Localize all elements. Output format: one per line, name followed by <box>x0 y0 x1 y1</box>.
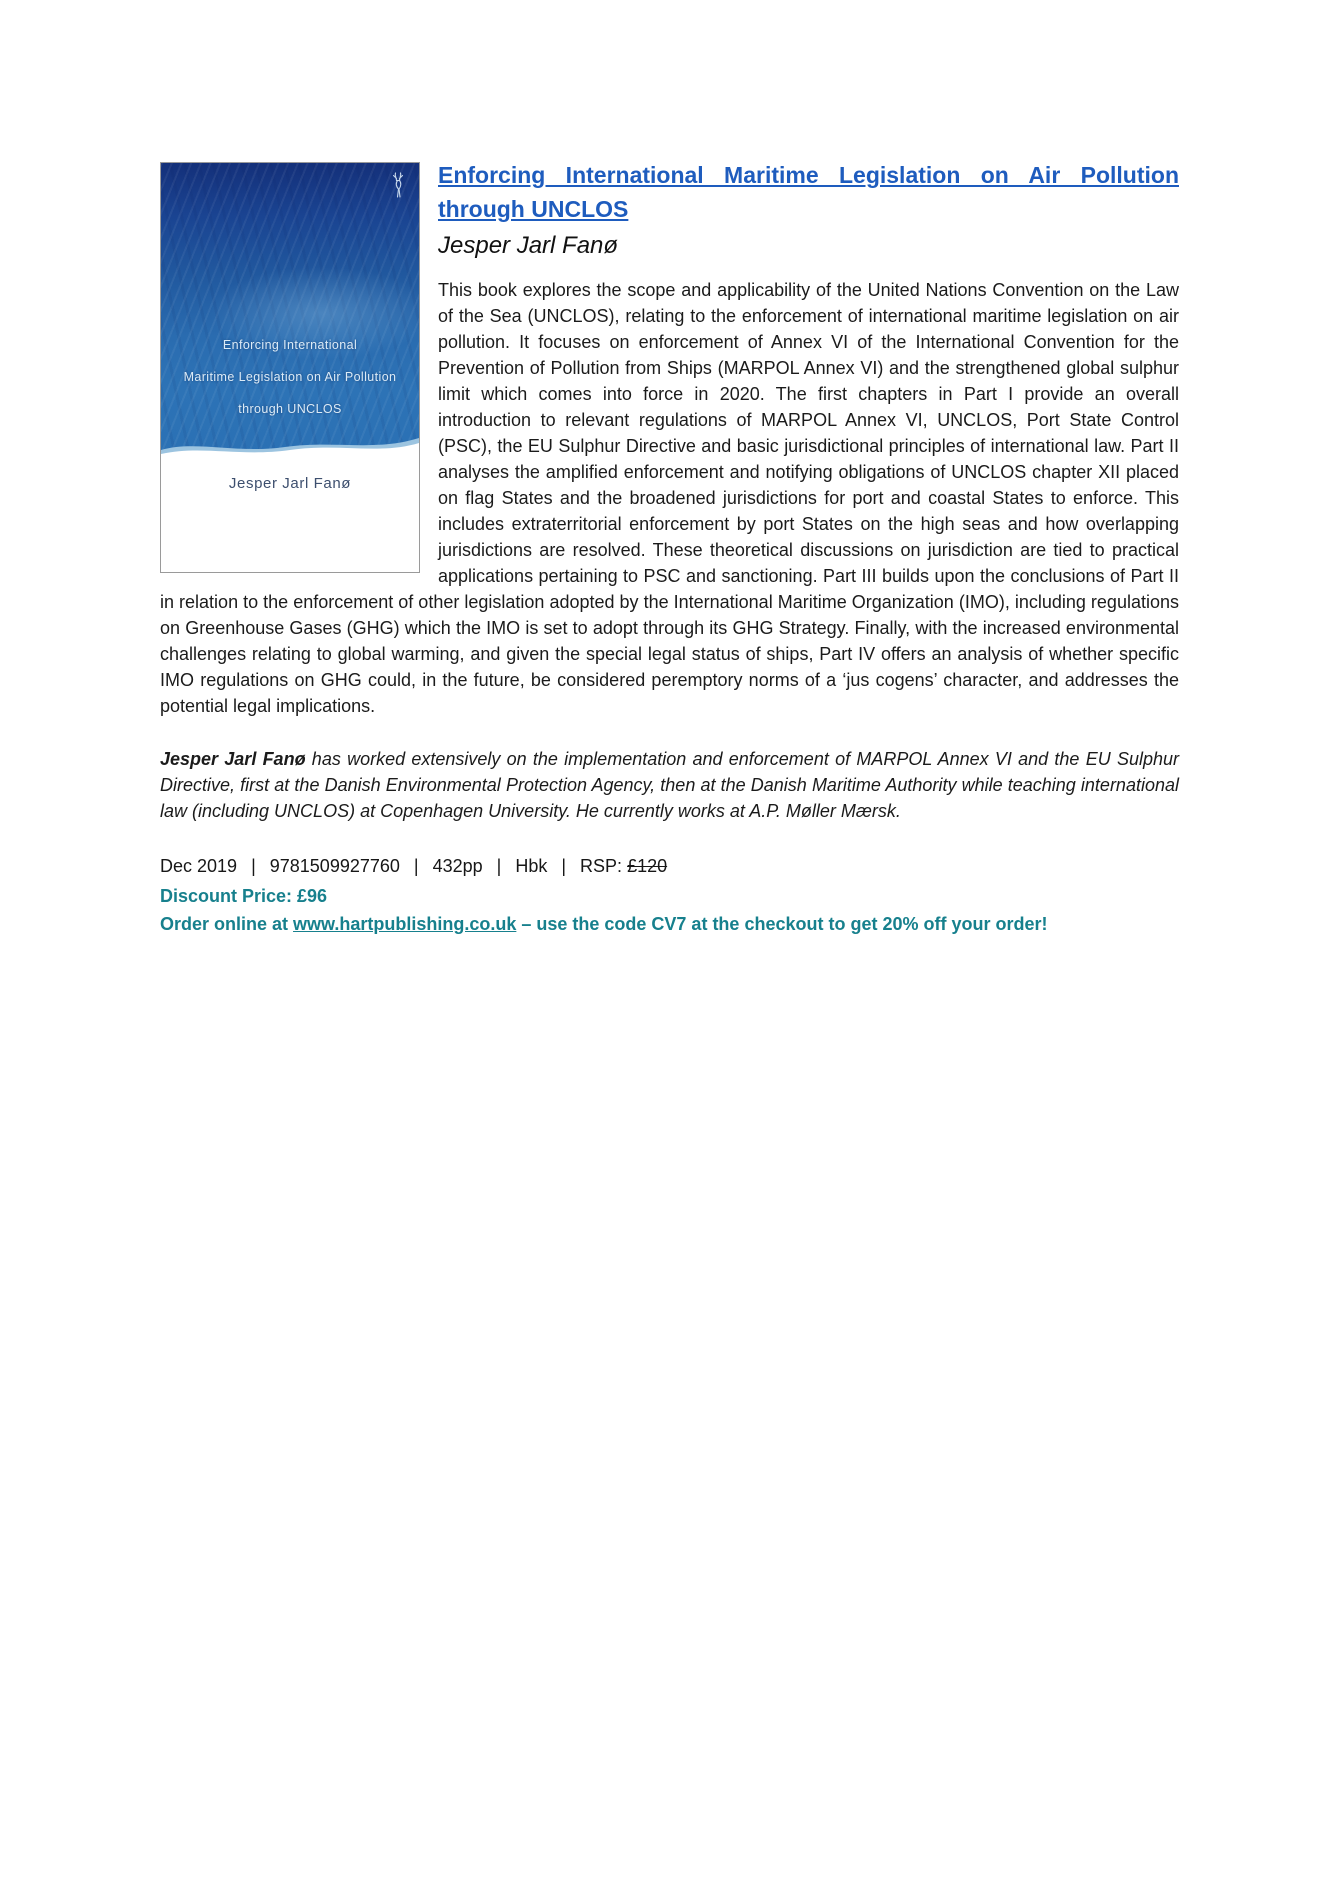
detail-publication-date: Dec 2019 <box>160 856 238 876</box>
author-bio <box>160 746 1179 824</box>
detail-page-count: 432pp <box>432 856 483 876</box>
cover-lower-band <box>161 461 419 572</box>
separator-pipe: | <box>413 856 419 876</box>
hartpublishing-link[interactable]: www.hartpublishing.co.uk <box>293 914 517 934</box>
title-line-2: through UNCLOS <box>438 196 629 222</box>
book-cover-image <box>160 162 420 573</box>
separator-pipe: | <box>496 856 502 876</box>
book-author: Jesper Jarl Fanø <box>438 232 619 259</box>
discount-price: Discount Price: £96 <box>160 886 328 906</box>
cover-sea-artwork <box>161 163 419 463</box>
book-description: This book explores the scope and applicability of the United Nations Convention on the Law of the Sea (UNCLOS), relating to the enforcement of international maritime legislation on air pollution. It focuses on enforcement of Annex VI of the International Convention for the Prevention of Pollution from Ships (MARPOL Annex VI) and the strengthened global sulphur limit which comes into force in 2020. The first chapters in Part I provide an overall introduction to relevant regulations of MARPOL Annex VI, UNCLOS, Port State Control (PSC), the EU Sulphur Directive and basic jurisdictional principles of international law. Part II analyses the amplified enforcement and notifying obligations of UNCLOS chapter XII placed on flag States and the broadened jurisdictions for port and coastal States to enforce. This includes extraterritorial enforcement by port States on the high seas and how overlapping jurisdictions are resolved. These theoretical discussions on jurisdiction are tied to practical applications pertaining to PSC and sanctioning. Part III builds upon the conclusions of Part II in relation to the enforcement of other legislation adopted by the International Maritime Organization (IMO), including regulations on Greenhouse Gases (GHG) which the IMO is set to adopt through its GHG Strategy. Finally, with the increased environmental challenges relating to global warming, and given the special legal status of ships, Part IV offers an analysis of whether specific IMO regulations on GHG could, in the future, be considered peremptory norms of a ‘jus cogens’ character, and addresses the potential legal implications. <box>160 280 1179 716</box>
separator-pipe: | <box>251 856 256 876</box>
separator-pipe: | <box>561 856 567 876</box>
bio-author-name: Jesper Jarl Fanø <box>160 749 306 769</box>
publication-details <box>160 853 1179 879</box>
flyer-content <box>0 0 1339 937</box>
cover-title-line: Enforcing International <box>222 338 358 352</box>
title-line-1: Enforcing International Maritime Legislation on Air Pollution <box>438 162 1179 188</box>
order-suffix: – use the code CV7 at the checkout to get 20% off your order! <box>516 914 1048 934</box>
rsp-price-struck: £120 <box>627 856 668 876</box>
cover-title-line: through UNCLOS <box>238 402 342 416</box>
order-instructions <box>160 911 1179 937</box>
cover-wave-shape <box>161 430 419 463</box>
order-prefix: Order online at <box>160 914 294 934</box>
hart-publishing-stag-icon <box>389 171 407 199</box>
bio-text: has worked extensively on the implementation and enforcement of MARPOL Annex VI and the EU Sulphur Directive, first at the Danish Environmental Protection Agency, then at the Danish Maritime Authority while teaching international law (including UNCLOS) at Copenhagen University. He currently works at A.P. Møller Mærsk. <box>160 749 1179 821</box>
detail-isbn: 9781509927760 <box>269 856 400 876</box>
detail-binding: Hbk <box>515 856 548 876</box>
rsp-label: RSP: <box>580 856 623 876</box>
cover-title-line: Maritime Legislation on Air Pollution <box>183 370 397 384</box>
cover-title <box>161 329 419 425</box>
cover-author-name: Jesper Jarl Fanø <box>228 475 352 492</box>
